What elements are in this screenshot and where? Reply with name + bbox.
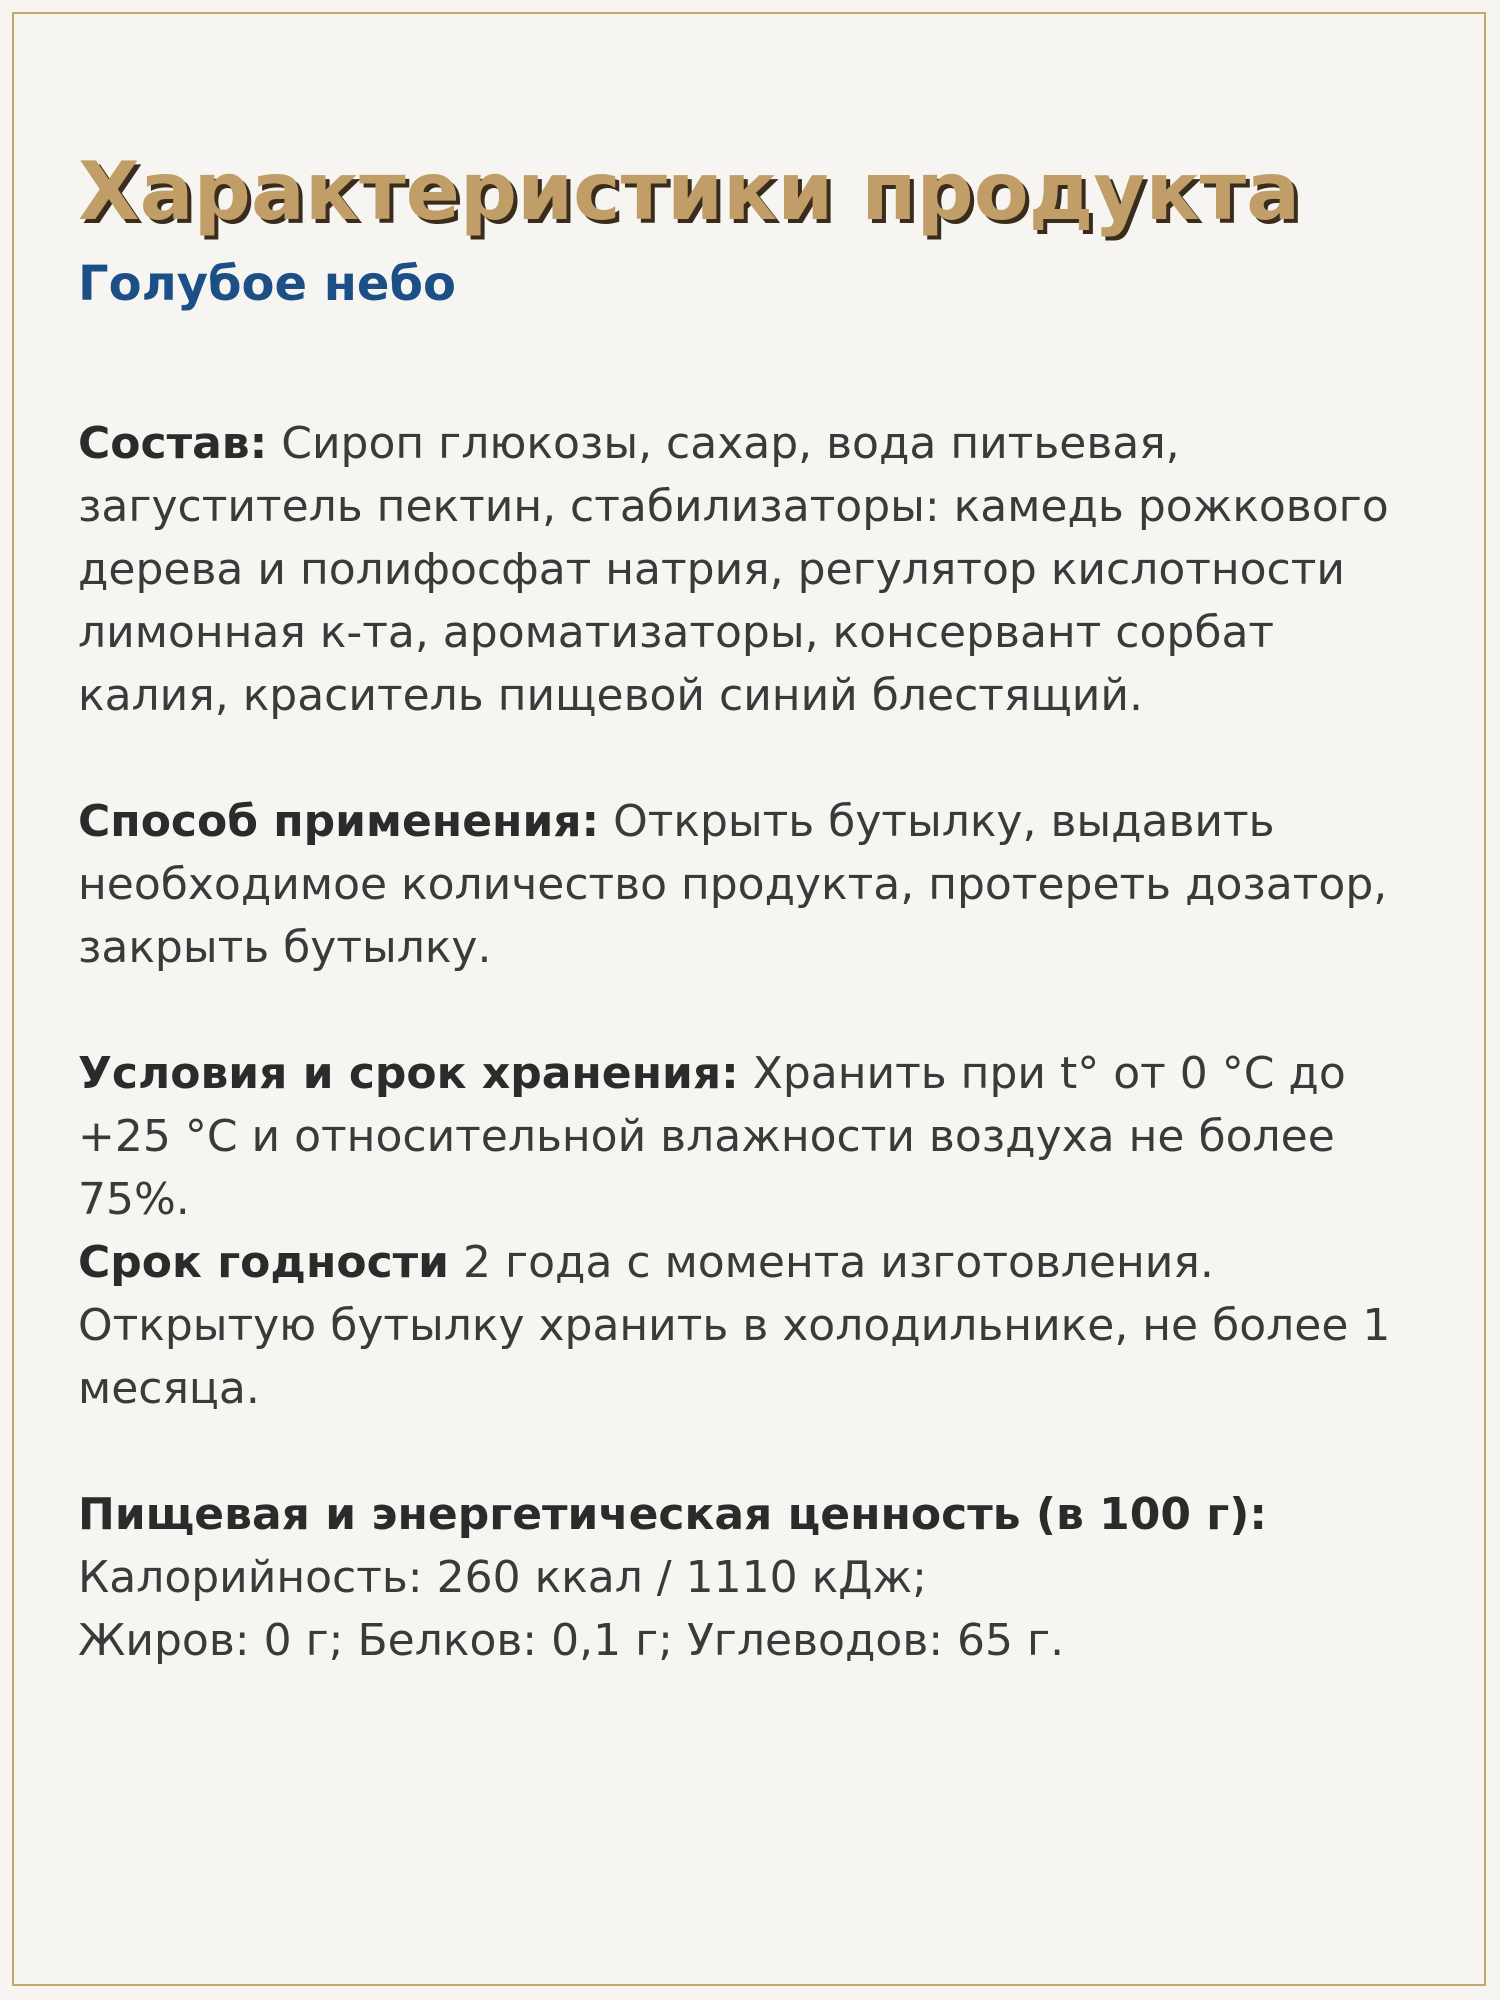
nutrition-macros: Жиров: 0 г; Белков: 0,1 г; Углеводов: 65 г. <box>78 1615 1065 1666</box>
shelf-life-section <box>78 1231 1438 1420</box>
composition-text: Сироп глюкозы, сахар, вода питьевая, загуститель пектин, стабилизаторы: камедь рожкового дерева и полифосфат натрия, регулятор кислотности лимонная к-та, ароматизаторы, консервант сорбат калия, краситель пищевой синий блестящий. <box>78 418 1389 721</box>
shelf-life-label: Срок годности <box>78 1237 449 1288</box>
nutrition-label: Пищевая и энергетическая ценность (в 100 г): <box>78 1489 1267 1540</box>
composition-section <box>78 412 1438 727</box>
usage-section <box>78 790 1438 979</box>
storage-section <box>78 1042 1438 1231</box>
product-name: Голубое небо <box>78 256 456 312</box>
composition-label: Состав: <box>78 418 268 469</box>
page-title: Характеристики продукта <box>78 145 1301 238</box>
nutrition-section <box>78 1483 1438 1672</box>
shelf-life-text: 2 года с момента изготовления. Открытую бутылку хранить в холодильнике, не более 1 месяца. <box>78 1237 1391 1414</box>
product-characteristics <box>78 145 1438 1672</box>
nutrition-calories: Калорийность: 260 ккал / 1110 кДж; <box>78 1552 927 1603</box>
usage-text: Открыть бутылку, выдавить необходимое количество продукта, протереть дозатор, закрыть бутылку. <box>78 796 1388 973</box>
usage-label: Способ применения: <box>78 796 600 847</box>
storage-text: Хранить при t° от 0 °C до +25 °C и относительной влажности воздуха не более 75%. <box>78 1048 1346 1225</box>
storage-label: Условия и срок хранения: <box>78 1048 739 1099</box>
